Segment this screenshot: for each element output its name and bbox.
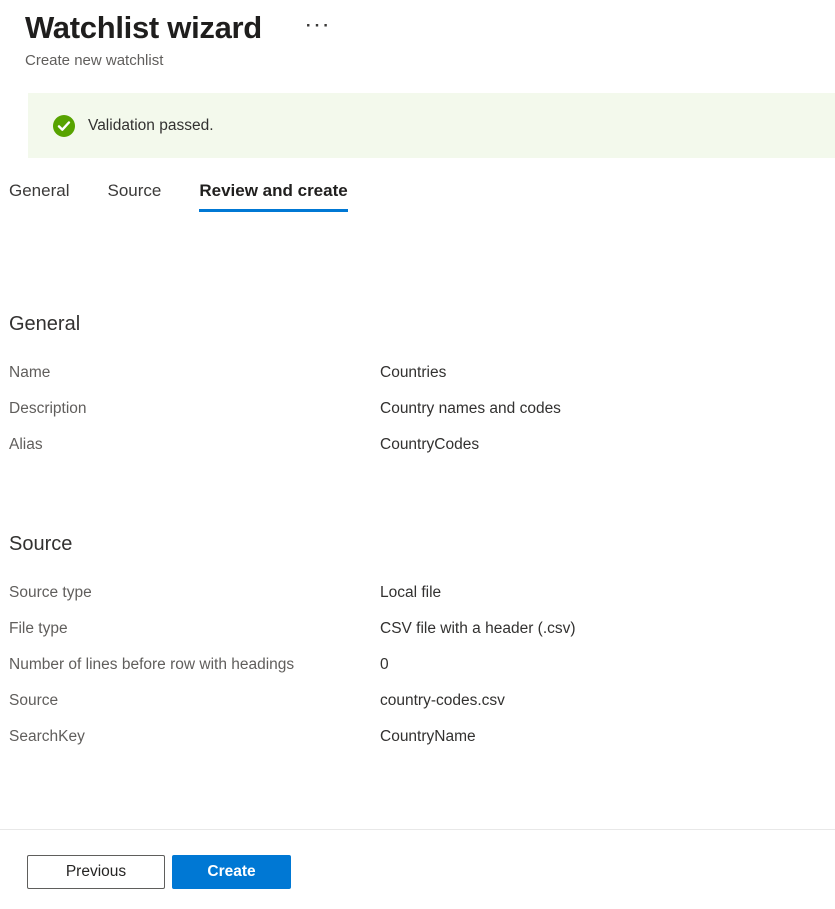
field-label: File type [9,620,68,637]
field-label: SearchKey [9,728,85,745]
field-row-file-type [9,616,835,642]
checkmark-circle-icon [53,115,75,137]
field-value: Countries [380,364,447,381]
section-general [9,311,835,458]
field-label: Alias [9,436,43,453]
field-row-name [9,360,835,386]
validation-message: Validation passed. [88,116,214,134]
review-content [9,311,835,750]
field-label: Number of lines before row with headings [9,656,295,673]
wizard-tabs [9,180,835,212]
tab-review-and-create[interactable]: Review and create [199,180,347,212]
field-row-lines-before-headings [9,652,835,678]
section-heading-general: General [9,313,81,335]
field-label: Source type [9,584,92,601]
page-header [0,0,835,71]
field-label: Name [9,364,51,381]
tab-source[interactable]: Source [107,180,161,212]
field-value: CountryName [380,728,476,745]
ellipsis-icon[interactable]: ··· [305,16,332,35]
field-value: Country names and codes [380,400,561,417]
field-value: 0 [380,656,389,673]
field-row-searchkey [9,724,835,750]
create-button[interactable]: Create [172,855,291,889]
field-row-alias [9,432,835,458]
field-label: Source [9,692,59,709]
validation-banner [28,93,835,158]
field-row-source-file [9,688,835,714]
section-heading-source: Source [9,533,73,555]
wizard-footer [0,829,835,889]
field-row-source-type [9,580,835,606]
tab-general[interactable]: General [9,180,69,212]
field-label: Description [9,400,87,417]
field-value: country-codes.csv [380,692,505,709]
field-row-description [9,396,835,422]
page-subtitle: Create new watchlist [25,52,164,69]
field-value: Local file [380,584,442,601]
page-title: Watchlist wizard [25,10,262,45]
field-value: CountryCodes [380,436,480,453]
section-source [9,531,835,750]
field-value: CSV file with a header (.csv) [380,620,576,637]
previous-button[interactable]: Previous [27,855,165,889]
